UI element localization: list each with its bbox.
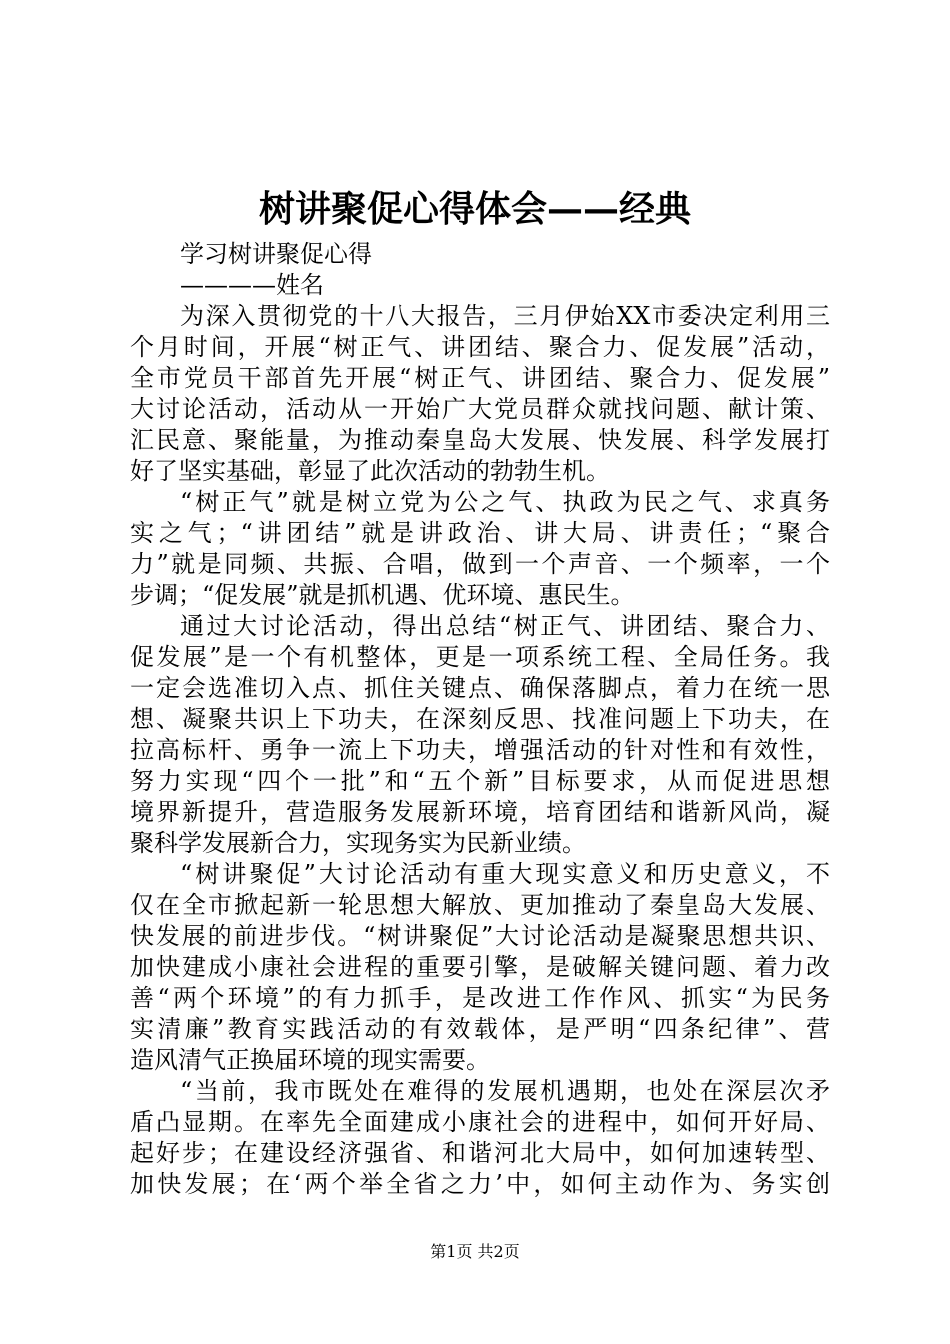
text-line: 好了坚实基础，彰显了此次活动的勃勃生机。 xyxy=(130,457,610,485)
text-line: 为深入贯彻党的十八大报告，三月伊始XX市委决定利用三 xyxy=(180,302,830,330)
text-line: “当前，我市既处在难得的发展机遇期，也处在深层次矛 xyxy=(180,1077,830,1105)
document-body xyxy=(130,239,830,1200)
text-line: 仅在全市掀起新一轮思想大解放、更加推动了秦皇岛大发展、 xyxy=(130,891,830,919)
text-line: 实之气；“讲团结”就是讲政治、讲大局、讲责任；“聚合 xyxy=(130,519,830,547)
document-subtitle: 学习树讲聚促心得 xyxy=(180,240,372,268)
text-line: 盾凸显期。在率先全面建成小康社会的进程中，如何开好局、 xyxy=(130,1108,830,1136)
text-line: “树讲聚促”大讨论活动有重大现实意义和历史意义，不 xyxy=(180,860,830,888)
text-line: 聚科学发展新合力，实现务实为民新业绩。 xyxy=(130,829,586,857)
text-line: 步调；“促发展”就是抓机遇、优环境、惠民生。 xyxy=(130,581,635,609)
text-line: 加快建成小康社会进程的重要引擎，是破解关键问题、着力改 xyxy=(130,953,830,981)
text-line: 快发展的前进步伐。“树讲聚促”大讨论活动是凝聚思想共识、 xyxy=(130,922,830,950)
text-line: 力”就是同频、共振、合唱，做到一个声音、一个频率，一个 xyxy=(130,550,830,578)
page-number-footer: 第1页 共2页 xyxy=(430,1242,520,1261)
text-line: 大讨论活动，活动从一开始广大党员群众就找问题、献计策、 xyxy=(130,395,830,423)
text-line: 一定会选准切入点、抓住关键点、确保落脚点，着力在统一思 xyxy=(130,674,830,702)
text-line: 想、凝聚共识上下功夫，在深刻反思、找准问题上下功夫，在 xyxy=(130,705,830,733)
text-line: 境界新提升，营造服务发展新环境，培育团结和谐新风尚，凝 xyxy=(130,798,830,826)
text-line: 加快发展；在‘两个举全省之力’中，如何主动作为、务实创 xyxy=(130,1170,830,1198)
text-line: 善“两个环境”的有力抓手，是改进工作作风、抓实“为民务 xyxy=(130,984,830,1012)
text-line: 汇民意、聚能量，为推动秦皇岛大发展、快发展、科学发展打 xyxy=(130,426,830,454)
text-line: 起好步；在建设经济强省、和谐河北大局中，如何加速转型、 xyxy=(130,1139,830,1167)
author-line: ————姓名 xyxy=(180,271,324,299)
text-line: 造风清气正换届环境的现实需要。 xyxy=(130,1046,490,1074)
document-title: 树讲聚促心得体会——经典 xyxy=(258,188,691,230)
text-line: “树正气”就是树立党为公之气、执政为民之气、求真务 xyxy=(180,488,830,516)
text-line: 实清廉”教育实践活动的有效载体，是严明“四条纪律”、营 xyxy=(130,1015,830,1043)
text-line: 努力实现“四个一批”和“五个新”目标要求，从而促进思想 xyxy=(130,767,830,795)
text-line: 促发展”是一个有机整体，更是一项系统工程、全局任务。我 xyxy=(130,643,830,671)
text-line: 拉高标杆、勇争一流上下功夫，增强活动的针对性和有效性， xyxy=(130,736,830,764)
text-line: 个月时间，开展“树正气、讲团结、聚合力、促发展”活动， xyxy=(130,333,830,361)
text-line: 全市党员干部首先开展“树正气、讲团结、聚合力、促发展” xyxy=(130,364,830,392)
text-line: 通过大讨论活动，得出总结“树正气、讲团结、聚合力、 xyxy=(180,612,830,640)
